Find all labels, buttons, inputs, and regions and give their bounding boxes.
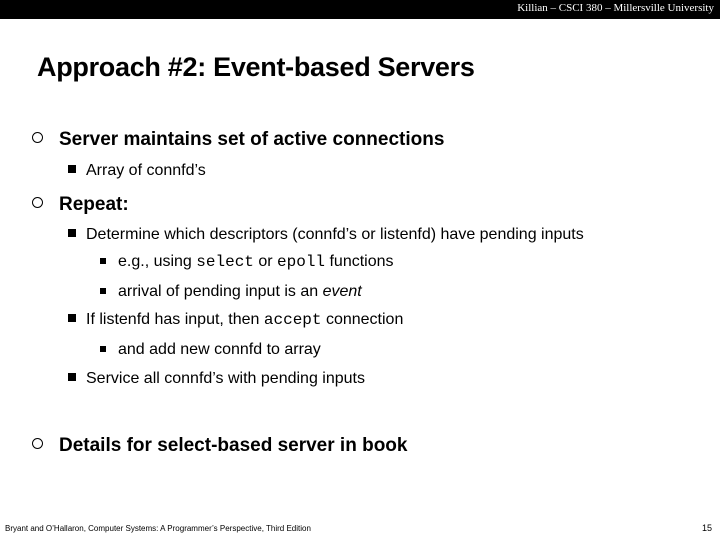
bullet-level1 — [32, 129, 444, 151]
header-bar — [0, 0, 720, 19]
bullet-level3 — [100, 253, 394, 271]
bullet-level1 — [32, 194, 129, 216]
bullet-text: Server maintains set of active connections — [59, 129, 445, 150]
bullet-level2 — [68, 226, 584, 244]
code-accept: accept — [263, 311, 322, 329]
bullet-level3 — [100, 341, 321, 359]
small-square-bullet-icon — [100, 258, 106, 264]
small-square-bullet-icon — [100, 346, 106, 352]
circle-bullet-icon — [32, 132, 43, 143]
square-bullet-icon — [68, 229, 76, 237]
bullet-text: Details for select-based server in book — [59, 435, 408, 456]
square-bullet-icon — [68, 165, 76, 173]
bullet-level1 — [32, 435, 407, 457]
event-emphasis: event — [322, 283, 362, 300]
bullet-text: Determine which descriptors (connfd’s or listenfd) have pending inputs — [86, 226, 584, 243]
code-epoll: epoll — [277, 253, 326, 271]
header-text: Killian – CSCI 380 – Millersville University — [517, 2, 714, 14]
footer-citation: Bryant and O’Hallaron, Computer Systems: A Programmer’s Perspective, Third Edition — [5, 524, 311, 533]
circle-bullet-icon — [32, 197, 43, 208]
bullet-text-pre: e.g., using — [118, 253, 197, 270]
bullet-text: Array of connfd’s — [86, 162, 206, 179]
bullet-text-post: functions — [325, 253, 394, 270]
small-square-bullet-icon — [100, 288, 106, 294]
bullet-text-mid: or — [253, 253, 278, 270]
code-select: select — [196, 253, 254, 271]
square-bullet-icon — [68, 373, 76, 381]
bullet-text: Repeat: — [59, 194, 129, 215]
square-bullet-icon — [68, 314, 76, 322]
bullet-text: Service all connfd’s with pending inputs — [86, 370, 365, 387]
bullet-level2 — [68, 370, 365, 388]
bullet-text: and add new connfd to array — [118, 341, 321, 358]
bullet-text-pre: arrival of pending input is an — [118, 283, 323, 300]
bullet-level3 — [100, 283, 362, 301]
circle-bullet-icon — [32, 438, 43, 449]
bullet-text-pre: If listenfd has input, then — [86, 311, 264, 328]
slide-title: Approach #2: Event-based Servers — [37, 52, 475, 82]
bullet-text-post: connection — [321, 311, 404, 328]
page-number: 15 — [701, 523, 712, 533]
bullet-level2 — [68, 311, 403, 329]
bullet-level2 — [68, 162, 206, 180]
